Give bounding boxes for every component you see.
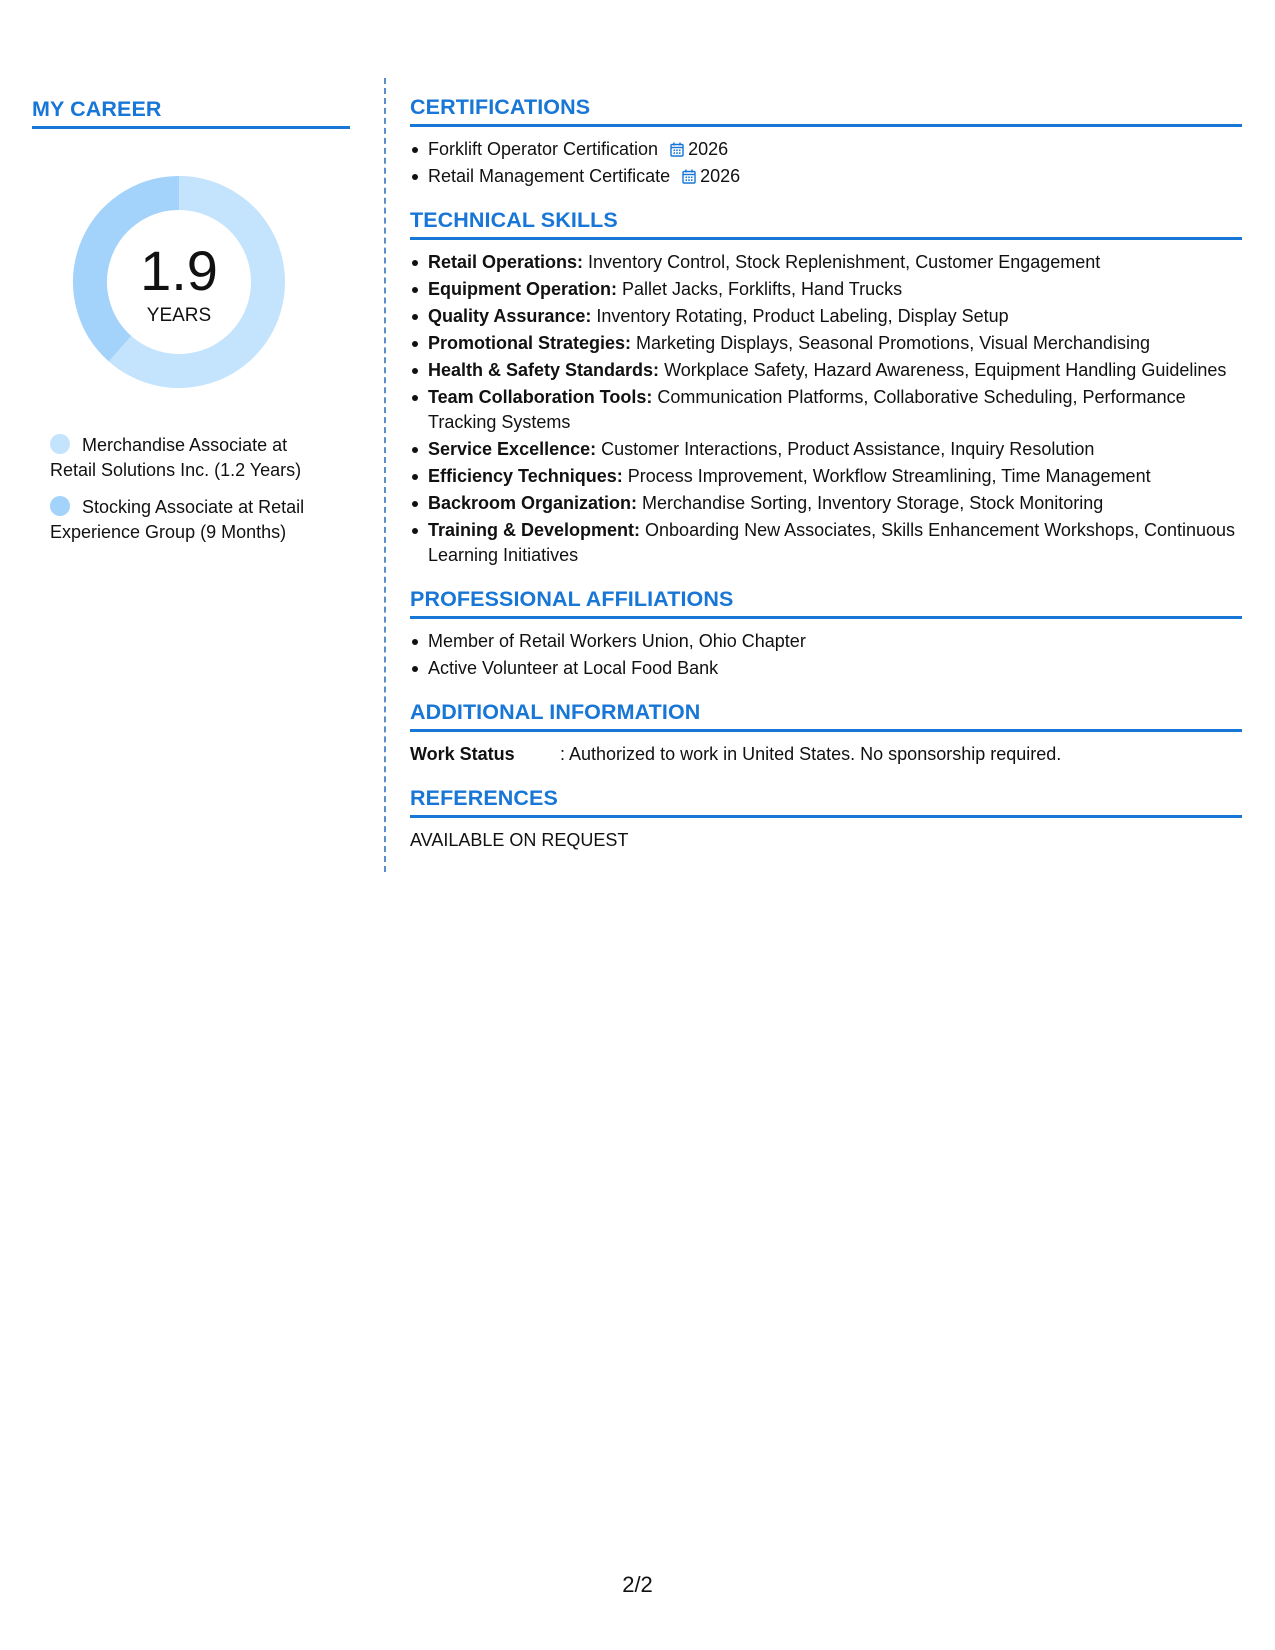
skill-key: Promotional Strategies:	[428, 333, 632, 353]
page-number: 2/2	[622, 1572, 653, 1597]
list-item	[410, 304, 1242, 329]
total-years-unit: YEARS	[146, 305, 212, 326]
skills-title: TECHNICAL SKILLS	[410, 207, 1242, 240]
list-item	[410, 518, 1242, 568]
skill-key: Training & Development:	[428, 520, 641, 540]
additional-info-title: ADDITIONAL INFORMATION	[410, 699, 1242, 732]
list-item: Active Volunteer at Local Food Bank	[410, 656, 1242, 681]
list-item	[410, 250, 1242, 275]
legend-item-job-1	[50, 433, 330, 483]
certification-year: 2026	[688, 139, 729, 159]
certifications-list	[410, 137, 1242, 189]
calendar-icon	[670, 142, 684, 157]
skill-value: Workplace Safety, Hazard Awareness, Equipment Handling Guidelines	[659, 360, 1227, 380]
work-status-row	[410, 742, 1242, 767]
list-item	[410, 437, 1242, 462]
skill-value: Inventory Rotating, Product Labeling, Display Setup	[591, 306, 1009, 326]
career-donut-chart	[66, 169, 292, 395]
skill-key: Quality Assurance:	[428, 306, 592, 326]
legend-dot-icon	[50, 434, 70, 454]
references-title: REFERENCES	[410, 785, 1242, 818]
list-item	[410, 358, 1242, 383]
skill-key: Health & Safety Standards:	[428, 360, 660, 380]
skills-list	[410, 250, 1242, 568]
list-item: Member of Retail Workers Union, Ohio Chapter	[410, 629, 1242, 654]
list-item	[410, 137, 1242, 162]
certification-name: Forklift Operator Certification	[428, 139, 659, 159]
skill-value: Merchandise Sorting, Inventory Storage, Stock Monitoring	[637, 493, 1104, 513]
skill-key: Equipment Operation:	[428, 279, 617, 299]
list-item	[410, 277, 1242, 302]
legend-label: Merchandise Associate at Retail Solutions Inc. (1.2 Years)	[50, 435, 302, 480]
work-status-value: : Authorized to work in United States. No sponsorship required.	[560, 744, 1062, 764]
list-item	[410, 331, 1242, 356]
list-item	[410, 385, 1242, 435]
legend-dot-icon	[50, 496, 70, 516]
skill-value: Marketing Displays, Seasonal Promotions, Visual Merchandising	[631, 333, 1150, 353]
career-column	[32, 96, 350, 557]
skill-key: Efficiency Techniques:	[428, 466, 623, 486]
skill-value: Inventory Control, Stock Replenishment, Customer Engagement	[583, 252, 1101, 272]
skill-key: Retail Operations:	[428, 252, 584, 272]
career-title: MY CAREER	[32, 96, 350, 129]
total-years-value: 1.9	[140, 239, 218, 302]
certification-name: Retail Management Certificate	[428, 166, 671, 186]
affiliations-list	[410, 629, 1242, 681]
calendar-icon	[682, 169, 696, 184]
skill-value: Communication Platforms, Collaborative Scheduling, Performance Tracking Systems	[428, 387, 1186, 432]
legend-label: Stocking Associate at Retail Experience Group (9 Months)	[50, 497, 305, 542]
column-divider	[384, 78, 386, 872]
list-item	[410, 491, 1242, 516]
skill-key: Team Collaboration Tools:	[428, 387, 653, 407]
skill-key: Service Excellence:	[428, 439, 597, 459]
certifications-title: CERTIFICATIONS	[410, 94, 1242, 127]
list-item	[410, 464, 1242, 489]
skill-value: Customer Interactions, Product Assistance, Inquiry Resolution	[596, 439, 1095, 459]
work-status-key: Work Status	[410, 744, 515, 764]
skill-value: Pallet Jacks, Forklifts, Hand Trucks	[617, 279, 903, 299]
legend-item-job-2	[50, 495, 330, 545]
career-legend	[32, 433, 350, 545]
skill-value: Onboarding New Associates, Skills Enhancement Workshops, Continuous Learning Initiatives	[428, 520, 1236, 565]
list-item	[410, 164, 1242, 189]
skill-key: Backroom Organization:	[428, 493, 638, 513]
references-text: AVAILABLE ON REQUEST	[410, 830, 629, 850]
skill-value: Process Improvement, Workflow Streamlining, Time Management	[622, 466, 1151, 486]
main-column	[410, 94, 1242, 853]
affiliations-title: PROFESSIONAL AFFILIATIONS	[410, 586, 1242, 619]
certification-year: 2026	[700, 166, 741, 186]
